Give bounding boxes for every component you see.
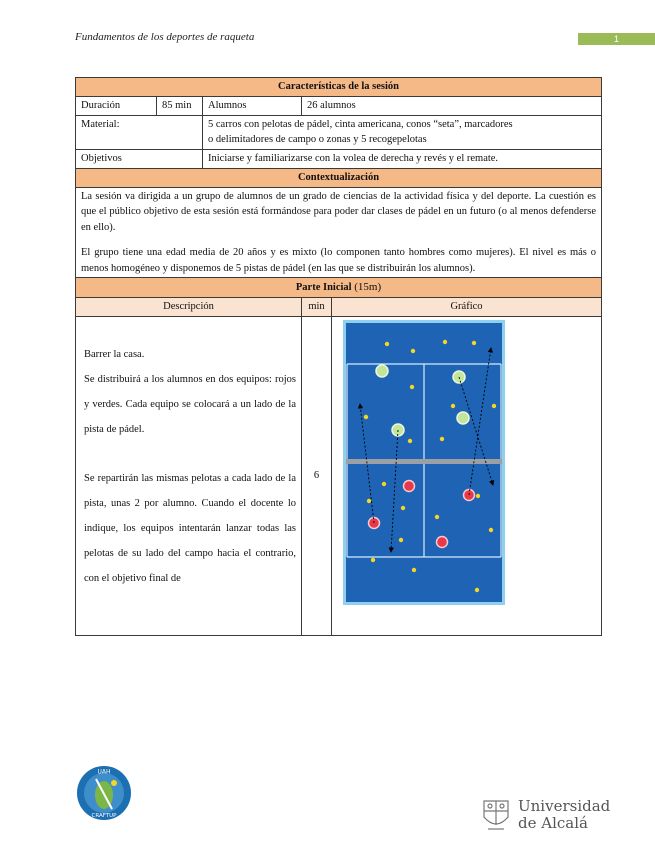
initial-part-duration: (15m) [354, 281, 382, 294]
ball [401, 506, 405, 510]
ball [412, 568, 416, 572]
ball [475, 588, 479, 592]
ball [472, 341, 476, 345]
ball [364, 415, 368, 419]
ball [410, 385, 414, 389]
green-player [457, 412, 469, 424]
ball [408, 439, 412, 443]
students-label: Alumnos [203, 96, 302, 115]
uah-logo-bottom-text: CRAFTUP [91, 813, 117, 819]
session-title: Características de la sesión [76, 78, 602, 97]
col-min-header: min [302, 298, 332, 317]
activity-description [76, 316, 302, 635]
ball [411, 349, 415, 353]
running-header: Fundamentos de los deportes de raqueta [75, 31, 255, 43]
red-player [404, 480, 415, 491]
red-player [437, 536, 448, 547]
context-paragraph-1: La sesión va dirigida a un grupo de alumnos de un grado de ciencias de la actividad física y del deporte. La cuestión es que el público objetivo de esta sesión está formándose para poder dar clases de pádel en un futuro (o al menos defenderse en ello). [81, 190, 597, 233]
ball [382, 482, 386, 486]
material-label: Material: [76, 115, 203, 150]
initial-part-name: Parte Inicial [295, 282, 352, 294]
court-net [346, 459, 502, 464]
ball [435, 515, 439, 519]
green-player [376, 365, 388, 377]
session-document [75, 77, 601, 636]
ball [443, 340, 447, 344]
ball [399, 538, 403, 542]
duration-label: Duración [76, 96, 157, 115]
activity-line-3: Se repartirán las mismas pelotas a cada lado de la pista, unas 2 por alumno. Cuando el docente lo indique, los equipos intentarán lanzar todas las pelotas de su lado del campo hacia el contrario, con el objetivo final de [84, 472, 296, 584]
university-name [518, 798, 610, 833]
ball [451, 404, 455, 408]
uah-logo-top-text: UAH [97, 768, 111, 776]
material-line-1: 5 carros con pelotas de pádel, cinta americana, conos “seta”, marcadores [208, 118, 513, 130]
activity-graphic [332, 316, 602, 635]
activity-line-2: Se distribuirá a los alumnos en dos equipos: rojos y verdes. Cada equipo se colocará a un lado de la pista de pádel. [84, 373, 296, 435]
ball [385, 342, 389, 346]
padel-court-diagram [343, 320, 505, 605]
ball [440, 437, 444, 441]
context-text [76, 187, 602, 278]
session-table [75, 77, 602, 636]
university-line-2: de Alcalá [518, 814, 588, 833]
ball [476, 494, 480, 498]
page-number-badge: 1 [578, 33, 655, 45]
material-line-2: o delimitadores de campo o zonas y 5 recogepelotas [208, 134, 427, 146]
duration-value: 85 min [157, 96, 203, 115]
uah-crest-logo [76, 765, 132, 821]
objectives-label: Objetivos [76, 150, 203, 169]
context-paragraph-2: El grupo tiene una edad media de 20 años y es mixto (lo componen tanto hombres como mujeres). El nivel es más o menos homogéneo y disponemos de 5 pistas de pádel (en las que se distribuirán los alumnos). [81, 246, 597, 274]
ball [367, 499, 371, 503]
initial-part-title [76, 278, 602, 298]
context-title: Contextualización [76, 168, 602, 187]
university-line-1: Universidad [518, 797, 611, 815]
col-description-header: Descripción [76, 298, 302, 317]
ball [489, 528, 493, 532]
alcala-crest-logo [476, 795, 516, 835]
col-graphic-header: Gráfico [332, 298, 602, 317]
objectives-value: Iniciarse y familiarizarse con la volea de derecha y revés y el remate. [203, 150, 602, 169]
activity-line-1: Barrer la casa. [84, 348, 145, 360]
ball [371, 558, 375, 562]
material-value [203, 115, 602, 150]
activity-minutes: 6 [302, 316, 332, 635]
ball [492, 404, 496, 408]
students-value: 26 alumnos [302, 96, 602, 115]
